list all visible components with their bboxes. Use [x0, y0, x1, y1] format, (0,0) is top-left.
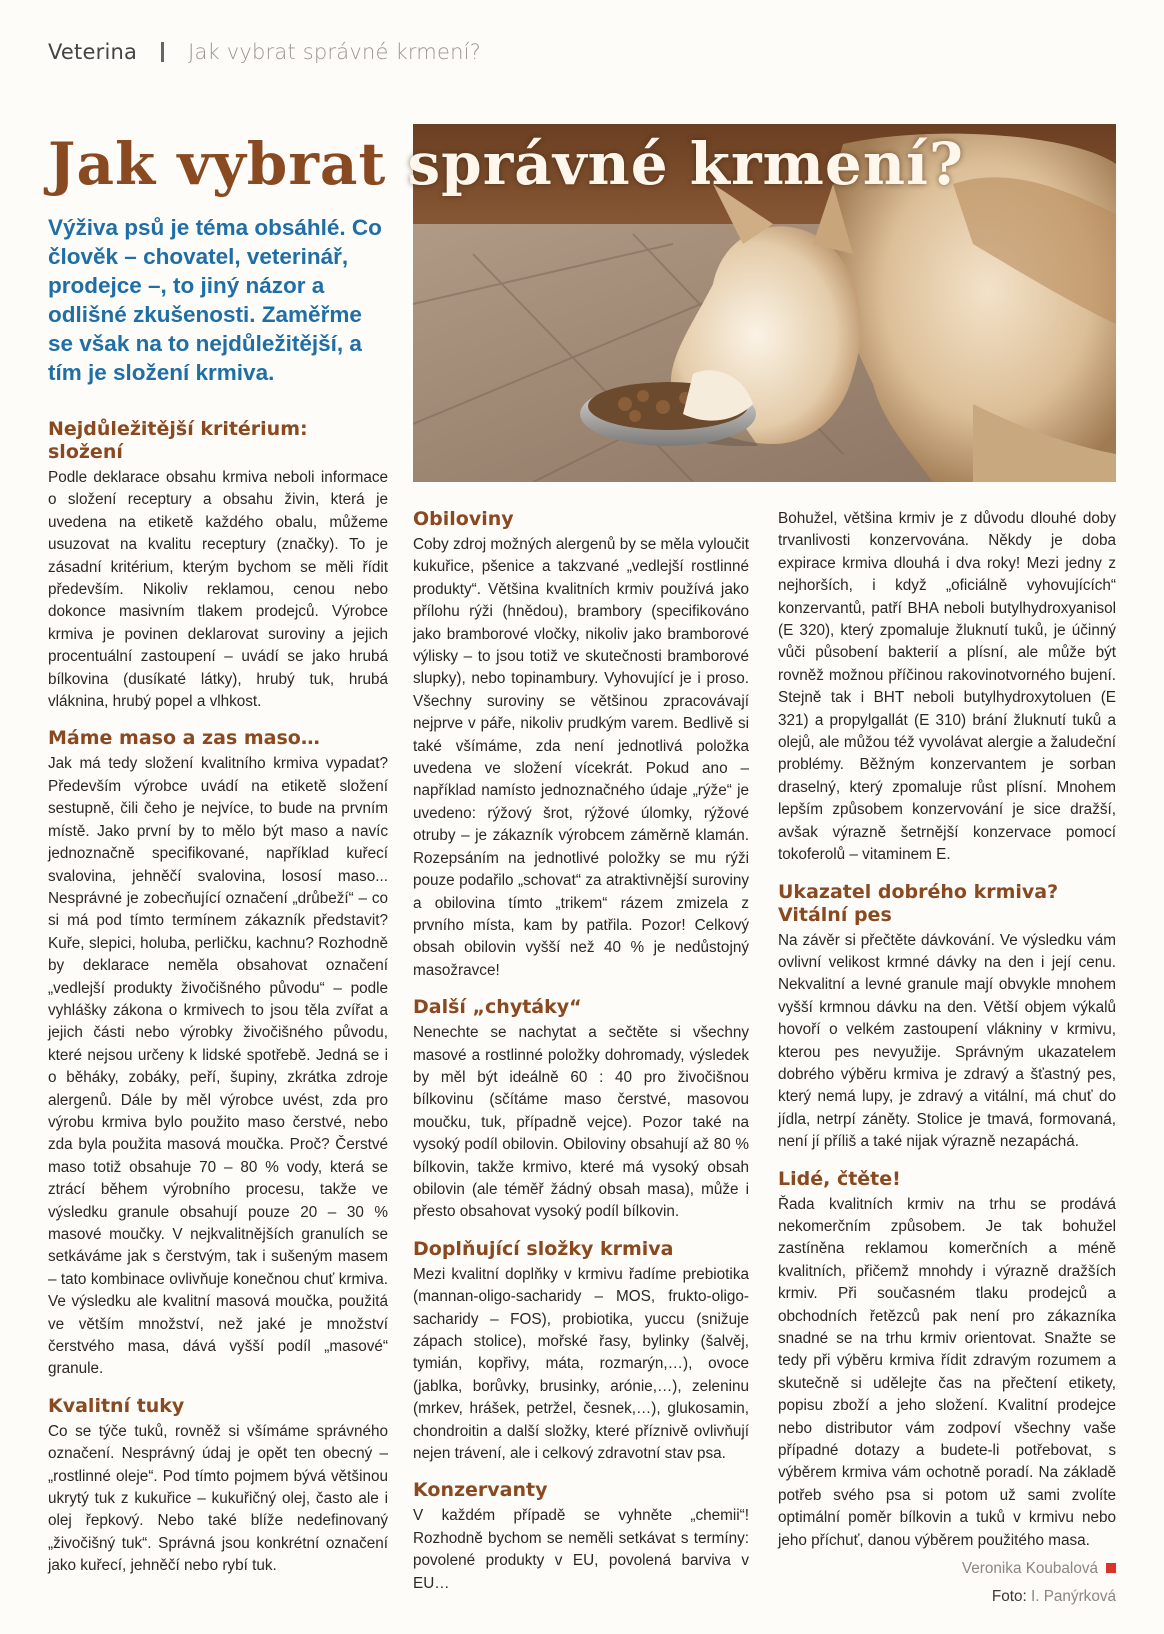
section-label: Veterina: [48, 40, 138, 64]
heading-ukazatel: Ukazatel dobrého krmiva? Vitální pes: [778, 880, 1059, 926]
text-doplnujici: Mezi kvalitní doplňky v krmivu řadíme prebiotika (mannan-oligo-sacharidy – MOS, frukto-oligo-sacharidy – FOS), probiotika, yuccu (snižuje zápach stolice), mořské řasy, bylinky (šalvěj, tymián, kopřivy, máta, rozmarýn,…), ovoce (jablka, borůvky, brusinky, arónie,…), zeleninu (mrkev, hrášek, petržel, česnek,…), glukosamin, chondroitin a další složky, které příznivě ovlivňují nejen trávení, ale i celkový zdravotní stav psa.: [413, 1265, 749, 1463]
header-separator: [161, 42, 164, 62]
photo-credit-name: I. Panýrková: [1030, 1588, 1116, 1606]
column-3: [778, 508, 1116, 1608]
heading-maso: Máme maso a zas maso…: [48, 727, 320, 750]
title-part-2: správné krmení?: [407, 130, 965, 198]
running-header: [48, 40, 481, 64]
author-name: Veronika Koubalová: [961, 1560, 1098, 1578]
article-title: [48, 130, 964, 198]
column-1: [48, 418, 388, 1578]
text-konzervanty-cont: Bohužel, většina krmiv je z důvodu dlouhé doby trvanlivosti konzervována. Někdy je doba expirace krmiva dlouhá i dva roky! Mezi jedny z nejhorších, i když „oficiálně vyhovujících“ konzervantů, patří BHA neboli butylhydroxyanisol (E 320), který zpomaluje žluknutí tuků, je účinný vůči působení bakterií a plísní, ale může být rovněž možnou příčinou rakovinotvorného bujení. Stejně tak i BHT neboli butylhydroxytoluen (E 321) a propylgallát (E 310) brání žluknutí tuků a olejů, ale můžou též vyvolávat alergie a žaludeční problémy. Běžným konzervantem je sorban draselný, který zpomaluje růst plísní. Mnohem lepším způsobem konzervování je sice dražší, avšak výrazně šetrnější konzervace pomocí tokoferolů – vitaminem E.: [778, 510, 1116, 864]
heading-konzervanty: Konzervanty: [413, 1479, 548, 1502]
photo-credit: [778, 1586, 1116, 1608]
heading-lide: Lidé, čtěte!: [778, 1167, 901, 1190]
text-obiloviny: Coby zdroj možných alergenů by se měla vyloučit kukuřice, pšenice a takzvané „vedlejší rostlinné produkty“. Většina kvalitních krmiv používá jako přílohu rýži (hnědou), brambory (specifikováno jako bramborové vločky, nikoliv jako bramborové výlisky – to jsou totiž ve skutečnosti bramborové slupky), nebo topinambury. Vyhovující je i proso. Všechny suroviny se většinou zpracovávají nejprve v páře, nikoliv prudkým varem. Bedlivě si také všímáme, zda není jednotlivá položka uvedena ve složení vícekrát. Pokud ano – například namísto jednoznačného údaje „rýže“ je uvedeno: rýžový šrot, rýžové úlomky, rýžové otruby – je zákazník výrobcem záměrně klamán. Rozepsáním na jednotlivé položky se mu rýži pouze podařilo „schovat“ za atraktivnější suroviny a obilovina tímto „trikem“ rázem zmizela z prvního místa, kam by patřila. Pozor! Celkový obsah obilovin vyšší než 40 % je nedůstojný masožravce!: [413, 536, 749, 979]
heading-slozeni: Nejdůležitější kritérium: složení: [48, 418, 308, 463]
text-maso: Jak má tedy složení kvalitního krmiva vypadat? Především výrobce uvádí na etiketě složení sestupně, čili čeho je nejvíce, to bude na prvním místě. Jako první by to mělo být maso a navíc jednoznačně specifikované, například kuřecí svalovina, jehněčí svalovina, lososí maso... Nesprávné je zobecňující označení „drůbeží“ – co si má pod tímto termínem zákazník představit? Kuře, slepici, holuba, perličku, kachnu? Rozhodně by deklarace neměla obsahovat označení „vedlejší produkty živočišného původu“ – podle vyhlášky zákona o krmivech to jsou těla zvířat a jejich části nebo výrobky živočišného původu, které nejsou určeny k lidské spotřebě. Jedná se i o běháky, zobáky, peří, šupiny, zkrátka zdroje alergenů. Dále by měl výrobce uvést, zda pro výrobu krmiva bylo použito maso čerstvé, nebo zda byla použita masová moučka. Proč? Čerstvé maso totiž obsahuje 70 – 80 % vody, která se ztrácí během výrobního procesu, takže ve výsledku granule obsahují pouze 20 – 30 % masové moučky. V nejkvalitnějších granulích se setkáváme jak s čerstvým, tak i sušeným masem – tato kombinace ovlivňuje konečnou chuť krmiva. Ve výsledku ale kvalitní masová moučka, použitá ve větším množství, než jaké je množství čerstvého masa, dává vyšší podíl „masové“ granule.: [48, 755, 388, 1378]
heading-obiloviny: Obiloviny: [413, 508, 514, 530]
title-part-1: Jak vybrat: [48, 130, 387, 198]
author-byline: [778, 1558, 1116, 1580]
text-chytaky: Nenechte se nachytat a sečtěte si všechny masové a rostlinné položky dohromady, výsledek by měl být ideálně 60 : 40 pro živočišnou bílkovinu (sčítáme maso čerstvé, masovou moučku, tuk, případně vejce). Pozor také na vysoký podíl obilovin. Obiloviny obsahují až 80 % bílkovin, takže krmivo, které má vysoký obsah obilovin (ale téměř žádný obsah masa), může i přesto obsahovat vysoký podíl bílkovin.: [413, 1024, 749, 1221]
column-2: [413, 508, 749, 1595]
text-tuky: Co se týče tuků, rovněž si všímáme správného označení. Nesprávný údaj je opět ten obecný – „rostlinné oleje“. Pod tímto pojmem bývá většinou ukrytý tuk z kukuřice – kukuřičný olej, často ale i olej řepkový. Nebo také blíže nedefinovaný „živočišný tuk“. Správná jsou konkrétní označení jako kuřecí, jehněčí nebo rybí tuk.: [48, 1422, 388, 1575]
text-slozeni: Podle deklarace obsahu krmiva neboli informace o složení receptury a obsahu živin, která je uvedena na etiketě každého obalu, můžeme usuzovat na kvalitu receptury (značky). To je zásadní kritérium, kterým bychom se měli řídit především. Nikoliv reklamou, cenou nebo dokonce masivním tlakem prodejců. Výrobce krmiva je povinen deklarovat suroviny a jejich procentuální zastoupení – uvádí se jako hrubá bílkovina (dusíkaté látky), hrubý tuk, hrubá vláknina, hrubý popel a vlhkost.: [48, 469, 388, 711]
heading-doplnujici: Doplňující složky krmiva: [413, 1237, 674, 1260]
lead-paragraph: Výživa psů je téma obsáhlé. Co člověk – chovatel, veterinář, prodejce –, to jiný názor a odlišné zkušenosti. Zaměřme se však na to nejdůležitější, a tím je složení krmiva.: [48, 215, 382, 385]
text-konzervanty: V každém případě se vyhněte „chemii“! Rozhodně bychom se neměli setkávat s termíny: povolené produkty v EU, povolená barviva v EU…: [413, 1507, 749, 1592]
text-ukazatel: Na závěr si přečtěte dávkování. Ve výsledku vám ovlivní velikost krmné dávky na den i její cenu. Nekvalitní a levné granule mají obvykle mnohem vyšší krmnou dávku na den. Větší objem výkalů hovoří o velkém zastoupení vlákniny v krmivu, kterou pes nevyužije. Správným ukazatelem dobrého výběru krmiva je zdravý a šťastný pes, který nemá lupy, je zdravý a vitální, má chuť do jídla, netrpí záněty. Stolice je tmavá, formovaná, není jí příliš a také nijak výrazně nezapáchá.: [778, 931, 1116, 1151]
heading-chytaky: Další „chytáky“: [413, 996, 582, 1019]
header-crumb: Jak vybrat správné krmení?: [188, 40, 481, 64]
text-lide: Řada kvalitních krmiv na trhu se prodává nekomerčním způsobem. Je tak bohužel zastíněna reklamou komerčních a méně kvalitních, přičemž mnohdy i výrazně dražších krmiv. Při současném tlaku prodejců a obchodních řetězců pak není pro zákazníka snadné se na trhu krmiv orientovat. Snažte se tedy při výběru krmiva řídit zdravým rozumem a skutečně si udělejte čas na přečtení etikety, popisu zboží a jeho složení. Kvalitní prodejce nebo distributor vám zodpoví všechny vaše případné dotazy a budete-li potřebovat, s výběrem krmiva vám ochotně poradí. Na základě potřeb svého psa si potom už sami zvolíte optimální poměr bílkovin a tuků v krmivu nebo jeho příchuť, danou výběrem použitého masa.: [778, 1195, 1116, 1549]
photo-credit-label: Foto:: [991, 1588, 1027, 1606]
end-mark: [1106, 1563, 1116, 1573]
heading-tuky: Kvalitní tuky: [48, 1394, 185, 1417]
